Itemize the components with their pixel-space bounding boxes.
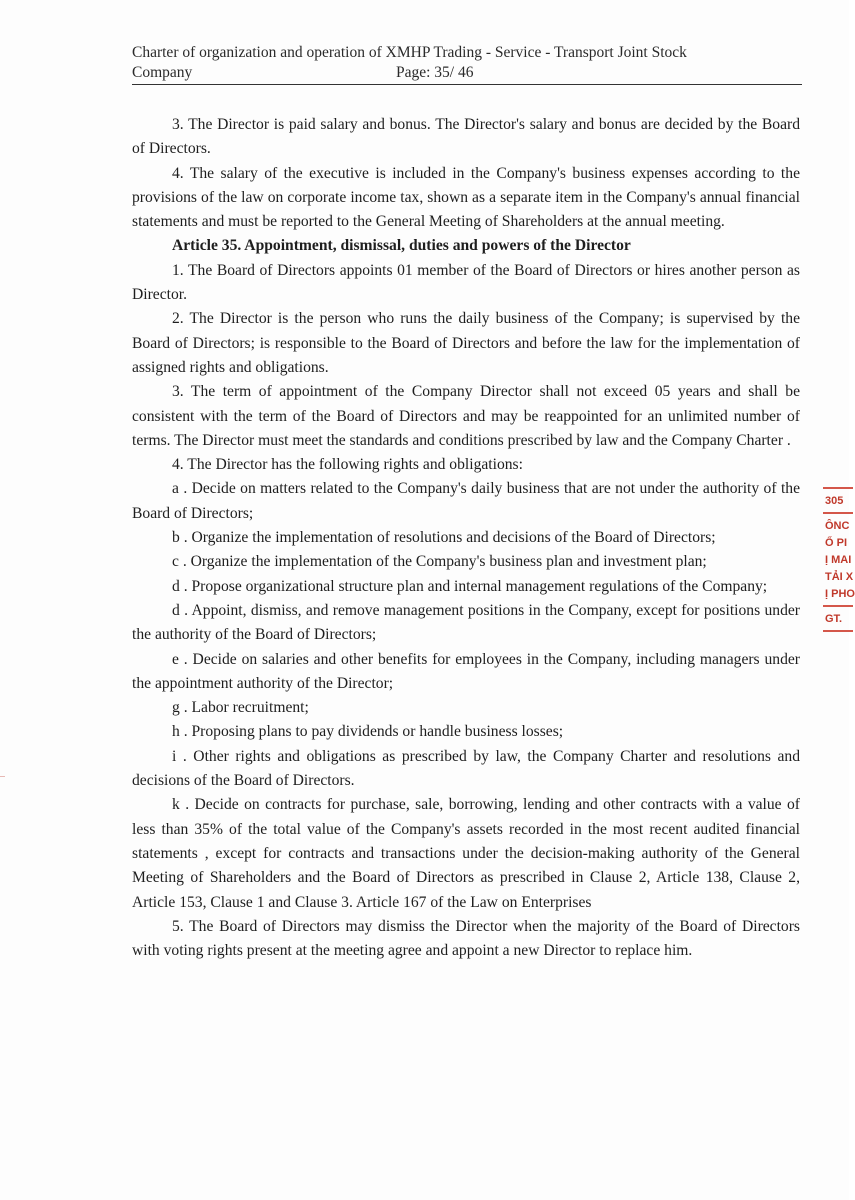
list-item-c: c . Organize the implementation of the Company's business plan and investment plan; <box>172 553 707 571</box>
stamp-bar <box>823 630 853 632</box>
stamp-bar <box>823 605 853 607</box>
header-divider <box>132 84 802 85</box>
list-item-d1: d . Propose organizational structure plan and internal management regulations of the Company; <box>172 577 768 595</box>
stamp-text-line: GT. <box>825 613 843 625</box>
list-item-d2: d . Appoint, dismiss, and remove management positions in the Company, except for positions under the authority of the Board of Directors; <box>132 601 800 644</box>
list-item-i: i . Other rights and obligations as prescribed by law, the Company Charter and resolutions and decisions of the Board of Directors. <box>132 747 800 790</box>
stamp-text-line: TẢI X <box>825 571 854 583</box>
stamp-text-line: ÔNC <box>825 520 850 532</box>
list-item-b: b . Organize the implementation of resolutions and decisions of the Board of Directors; <box>172 529 716 547</box>
list-item-h: h . Proposing plans to pay dividends or handle business losses; <box>172 723 564 741</box>
header-second-line <box>132 63 802 83</box>
stamp-bar <box>823 512 853 514</box>
stamp-text-line: Ị PHO <box>825 588 855 600</box>
paragraph-clause-4: 4. The Director has the following rights and obligations: <box>172 456 523 474</box>
paragraph-clause-5: 5. The Board of Directors may dismiss the Director when the majority of the Board of Directors with voting rights present at the meeting agree and appoint a new Director to replace him. <box>132 917 800 960</box>
document-body <box>132 113 800 963</box>
article-heading: Article 35. Appointment, dismissal, duties and powers of the Director <box>172 237 631 255</box>
header-company: Company <box>132 64 193 81</box>
margin-mark <box>0 776 5 777</box>
list-item-g: g . Labor recruitment; <box>172 699 309 717</box>
stamp-bar <box>823 487 853 489</box>
header-title: Charter of organization and operation of XMHP Trading - Service - Transport Joint Stock <box>132 44 687 61</box>
paragraph-clause-2: 2. The Director is the person who runs the daily business of the Company; is supervised by the Board of Directors; is responsible to the Board of Directors and before the law for the implementation of assigned rights and obligations. <box>132 310 800 376</box>
page-header <box>132 43 802 83</box>
company-stamp-fragment <box>823 485 855 645</box>
list-item-a: a . Decide on matters related to the Company's daily business that are not under the authority of the Board of Directors; <box>132 480 800 522</box>
stamp-text-line: 305 <box>825 495 844 507</box>
list-item-e: e . Decide on salaries and other benefits for employees in the Company, including managers under the appointment authority of the Director; <box>132 650 800 692</box>
stamp-text-line: Ị MAI <box>825 554 852 566</box>
paragraph-clause-1: 1. The Board of Directors appoints 01 member of the Board of Directors or hires another person as Director. <box>132 261 800 304</box>
paragraph-director-salary: 3. The Director is paid salary and bonus. The Director's salary and bonus are decided by the Board of Directors. <box>132 116 800 158</box>
paragraph-clause-3: 3. The term of appointment of the Company Director shall not exceed 05 years and shall be consistent with the term of the Board of Directors and may be reappointed for an unlimited number of terms. The Director must meet the standards and conditions prescribed by law and the Company Charter . <box>132 383 800 449</box>
paragraph-executive-salary: 4. The salary of the executive is included in the Company's business expenses according to the provisions of the law on corporate income tax, shown as a separate item in the Company's annual financial statements and must be reported to the General Meeting of Shareholders at the annual meeting. <box>132 164 800 231</box>
stamp-text-line: Ổ PI <box>825 537 848 549</box>
page-number: Page: 35/ 46 <box>396 64 474 81</box>
list-item-k: k . Decide on contracts for purchase, sale, borrowing, lending and other contracts with a value of less than 35% of the total value of the Company's assets recorded in the most recent audited financial statements , except for contracts and transactions under the decision-making authority of the General Meeting of Shareholders and the Board of Directors as prescribed in Clause 2, Article 138, Clause 2, Article 153, Clause 1 and Clause 3. Article 167 of the Law on Enterprises <box>132 796 800 911</box>
